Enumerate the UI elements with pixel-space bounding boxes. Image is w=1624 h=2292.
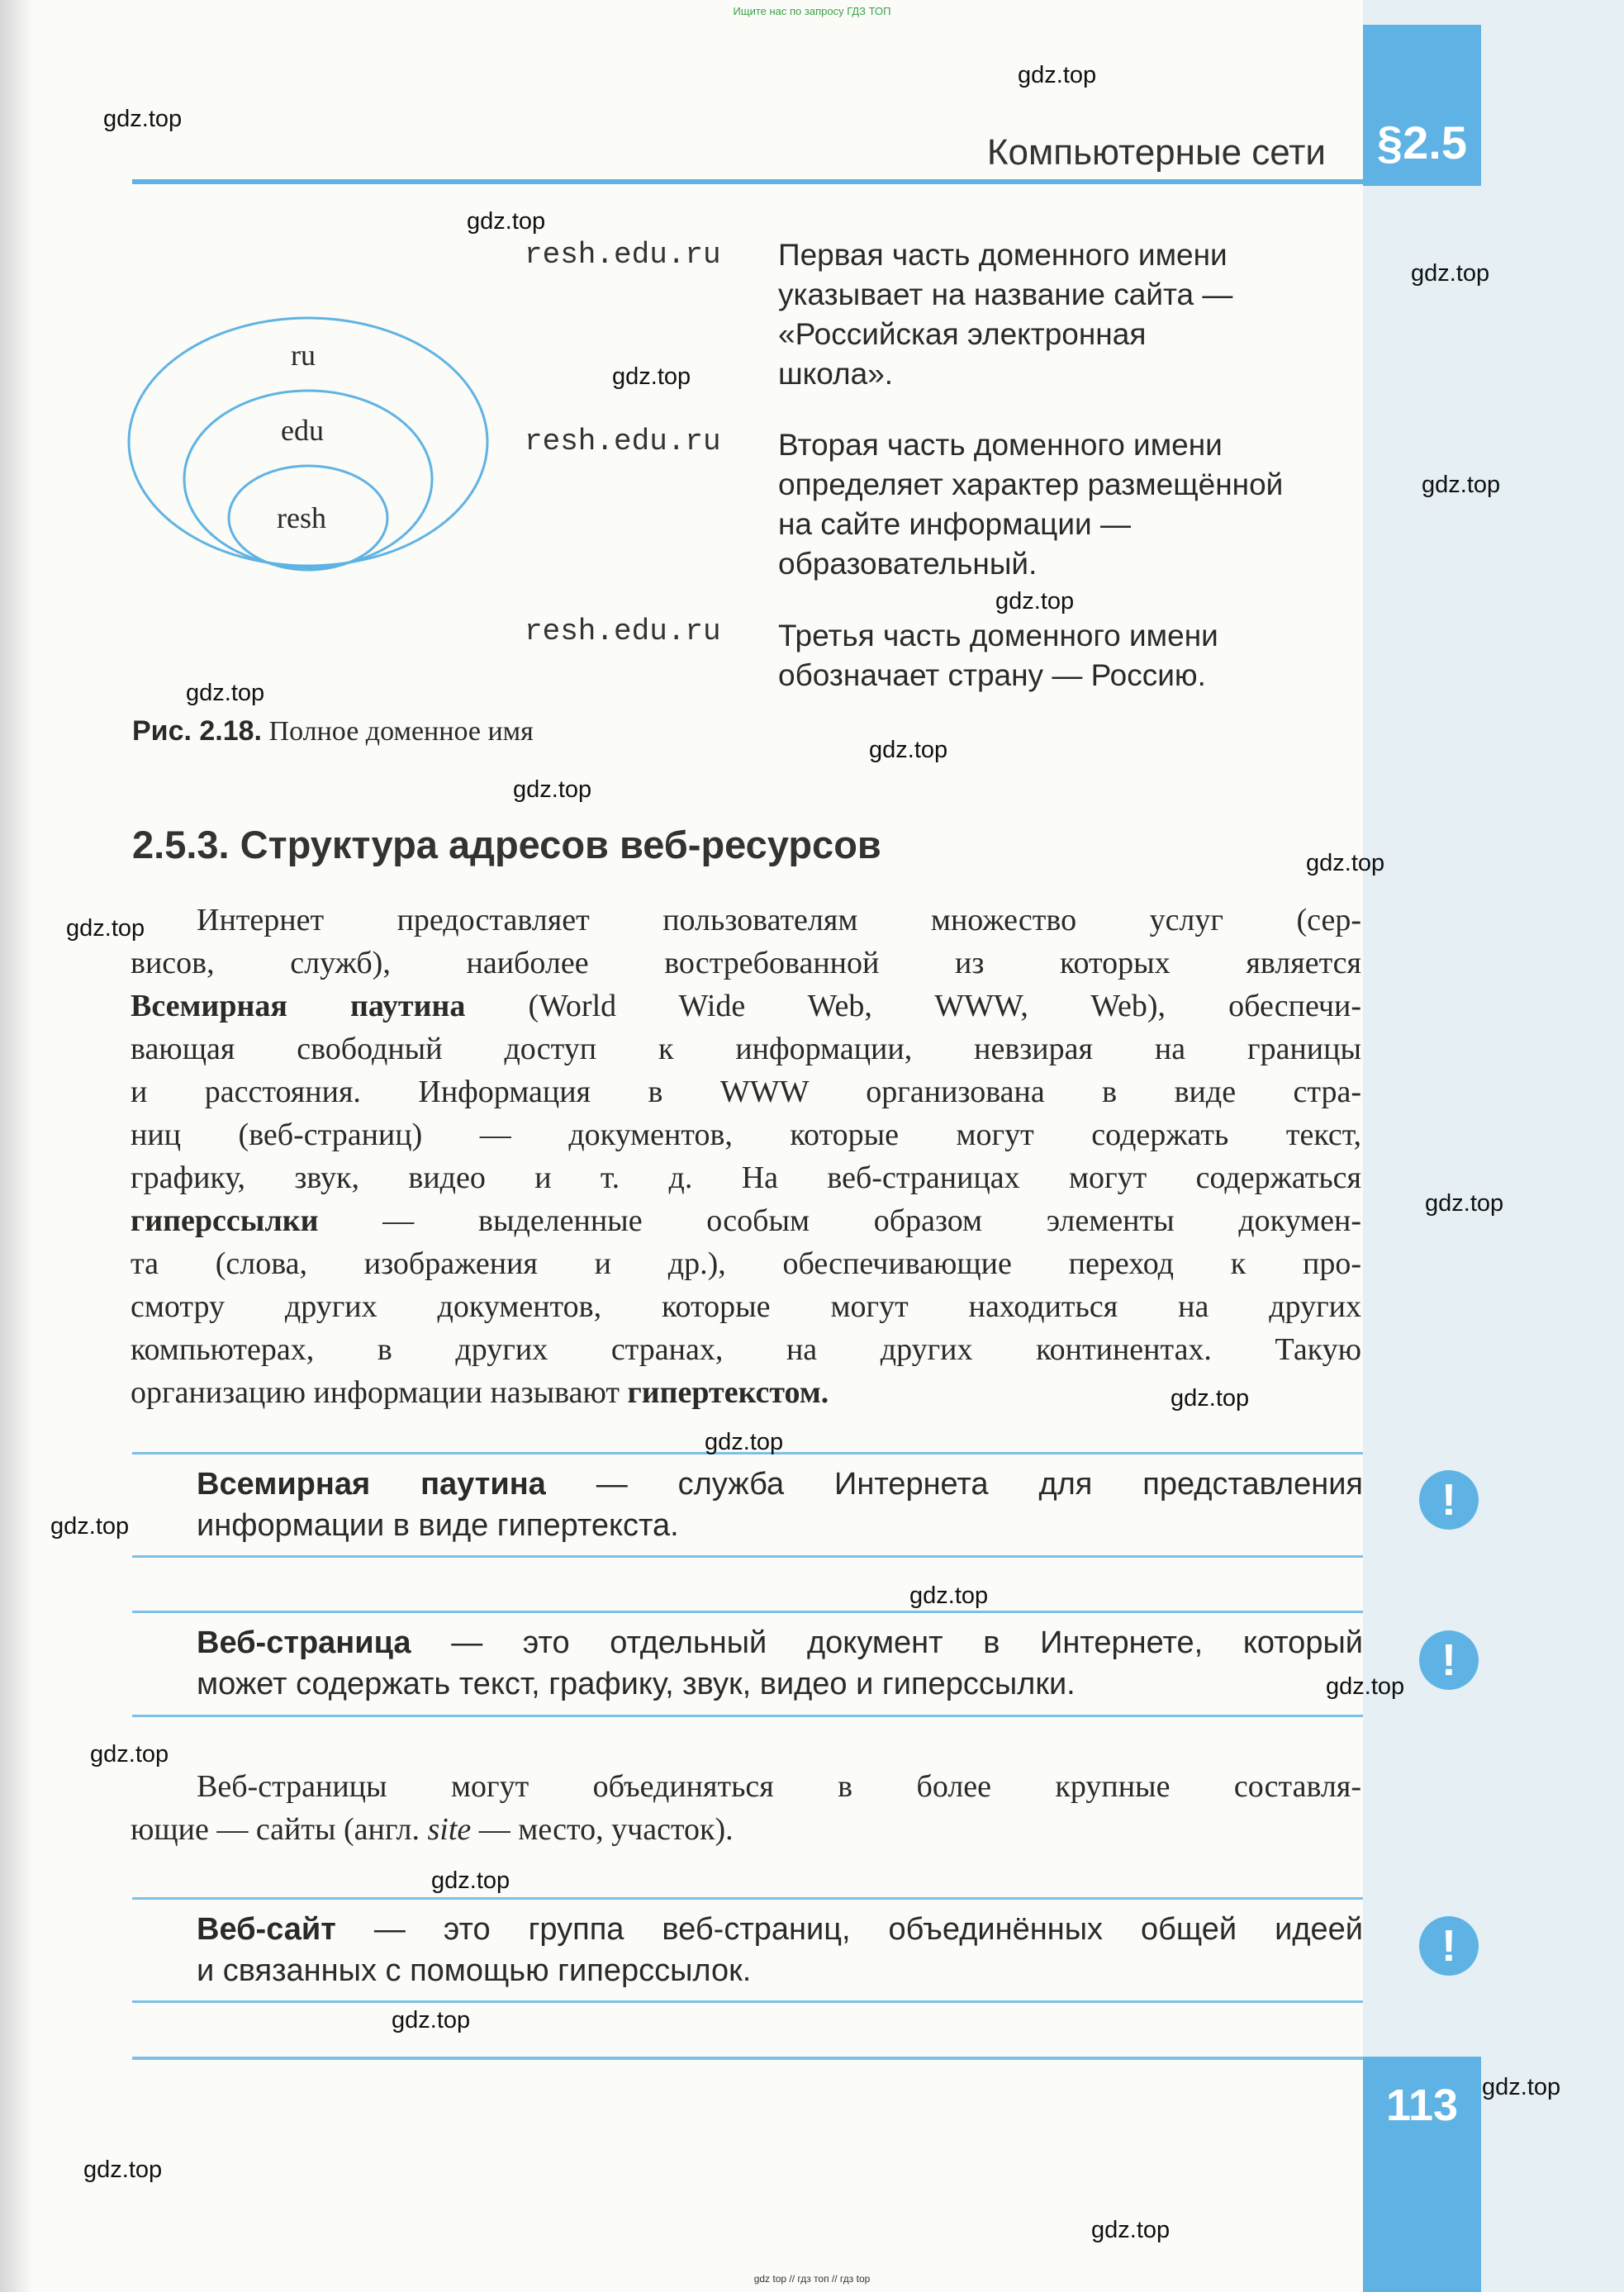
- watermark: gdz.top: [90, 1741, 169, 1768]
- text-line: вающая свободный доступ к информации, невзирая на границы: [131, 1032, 1361, 1066]
- page-gutter-shadow: [0, 0, 33, 2292]
- desc-line: указывает на название сайта —: [778, 278, 1233, 311]
- text-line: Интернет предоставляет пользователям множество услуг (сер-: [197, 903, 1361, 937]
- watermark: gdz.top: [50, 1513, 130, 1540]
- text-span: — это отдельный документ в Интернете, который: [411, 1625, 1363, 1660]
- exclamation-icon: [1419, 1470, 1479, 1530]
- watermark: gdz.top: [909, 1583, 989, 1609]
- exclamation-icon: [1419, 1916, 1479, 1976]
- term-bold: Всемирная паутина: [131, 989, 466, 1023]
- text-span: ющие — сайты (англ.: [131, 1812, 428, 1847]
- watermark: gdz.top: [1171, 1385, 1250, 1412]
- definition-1: [197, 1464, 1363, 1546]
- exclamation-icon: [1419, 1630, 1479, 1690]
- paragraph-1: [131, 899, 1361, 1414]
- desc-line: школа».: [778, 357, 894, 391]
- text-line: ниц (веб-страниц) — документов, которые могут содержать текст,: [131, 1118, 1361, 1152]
- ellipse-label-edu: edu: [281, 414, 324, 447]
- watermark: gdz.top: [431, 1867, 510, 1894]
- watermark: gdz.top: [66, 915, 145, 942]
- text-line: может содержать текст, графику, звук, видео и гиперссылки.: [197, 1667, 1076, 1701]
- term-bold: гиперссылки: [131, 1203, 319, 1238]
- figure-caption-label: Рис. 2.18.: [132, 715, 263, 747]
- text-line: и расстояния. Информация в WWW организована в виде стра-: [131, 1075, 1361, 1109]
- text-span: — это группа веб-страниц, объединённых общей идеей: [335, 1912, 1363, 1947]
- text-line: смотру других документов, которые могут находиться на других: [131, 1289, 1361, 1324]
- text-line: та (слова, изображения и др.), обеспечивающие переход к про-: [131, 1246, 1361, 1281]
- domain-desc-3: [778, 616, 1373, 695]
- watermark: gdz.top: [1018, 62, 1097, 88]
- domain-ellipses-figure: [124, 314, 520, 586]
- term-bold: Всемирная паутина: [197, 1467, 546, 1502]
- text-span: (World Wide Web, WWW, Web), обеспечи-: [465, 989, 1361, 1023]
- watermark: gdz.top: [995, 588, 1075, 615]
- definition-rule-bottom: [132, 1555, 1363, 1558]
- term-bold: гипертекстом.: [627, 1375, 829, 1410]
- text-line: [131, 985, 1361, 1027]
- text-span: — место, участок).: [471, 1812, 734, 1847]
- page-number: 113: [1385, 2081, 1459, 2130]
- text-line: [197, 1622, 1363, 1663]
- header-title: Компьютерные сети: [986, 132, 1326, 173]
- watermark: gdz.top: [1422, 472, 1501, 498]
- section-label: §2.5: [1377, 116, 1467, 168]
- text-span: — выделенные особым образом элементы докумен-: [318, 1203, 1361, 1238]
- watermark: gdz.top: [1091, 2217, 1171, 2243]
- exclamation-glyph: !: [1441, 1475, 1456, 1525]
- desc-line: образовательный.: [778, 547, 1038, 581]
- text-line: Веб-страницы могут объединяться в более крупные составля-: [197, 1769, 1361, 1804]
- watermark: gdz.top: [103, 106, 183, 132]
- desc-line: Вторая часть доменного имени: [778, 428, 1223, 462]
- exclamation-glyph: !: [1441, 1635, 1456, 1685]
- footer-rule: [132, 2057, 1363, 2060]
- watermark: gdz.top: [705, 1429, 784, 1455]
- text-line: [131, 1199, 1361, 1242]
- watermark: gdz.top: [83, 2157, 163, 2183]
- header-rule: [132, 179, 1363, 184]
- figure-caption-text: Полное доменное имя: [268, 716, 534, 747]
- watermark: gdz.top: [1482, 2074, 1561, 2100]
- paragraph-2: [131, 1765, 1361, 1851]
- desc-line: Первая часть доменного имени: [778, 238, 1227, 272]
- desc-line: Третья часть доменного имени: [778, 619, 1218, 652]
- term-bold: Веб-сайт: [197, 1912, 336, 1947]
- desc-line: обозначает страну — Россию.: [778, 658, 1206, 692]
- text-span: организацию информации называют: [131, 1375, 628, 1410]
- domain-label-2: resh.edu.ru: [525, 425, 721, 458]
- term-bold: Веб-страница: [197, 1625, 411, 1660]
- watermark: gdz.top: [392, 2007, 471, 2033]
- desc-line: на сайте информации —: [778, 507, 1131, 541]
- text-line: и связанных с помощью гиперссылок.: [197, 1953, 752, 1988]
- text-line: висов, служб), наиболее востребованной из которых является: [131, 946, 1361, 980]
- text-line: компьютерах, в других странах, на других континентах. Такую: [131, 1332, 1361, 1367]
- definition-2: [197, 1622, 1363, 1705]
- text-line: [197, 1909, 1363, 1950]
- domain-desc-1: [778, 235, 1373, 394]
- watermark: gdz.top: [467, 208, 546, 235]
- bottom-note: gdz top // гдз топ // гдз top: [753, 2273, 871, 2285]
- watermark: gdz.top: [869, 737, 948, 763]
- watermark: gdz.top: [612, 363, 691, 390]
- section-heading: 2.5.3. Структура адресов веб-ресурсов: [132, 823, 881, 866]
- domain-label-1: resh.edu.ru: [525, 238, 721, 272]
- text-line: информации в виде гипертекста.: [197, 1508, 679, 1543]
- ellipse-label-ru: ru: [291, 339, 316, 372]
- term-italic: site: [427, 1812, 472, 1847]
- text-line: [197, 1464, 1363, 1505]
- watermark: gdz.top: [1326, 1673, 1405, 1700]
- watermark: gdz.top: [1425, 1190, 1504, 1217]
- desc-line: определяет характер размещённой: [778, 467, 1284, 501]
- watermark: gdz.top: [1411, 260, 1490, 287]
- ellipse-label-resh: resh: [277, 501, 326, 534]
- definition-rule-bottom: [132, 2000, 1363, 2003]
- definition-rule-top: [132, 1897, 1363, 1900]
- watermark: gdz.top: [1306, 850, 1385, 876]
- watermark: gdz.top: [513, 776, 592, 803]
- right-margin-band: [1363, 0, 1624, 2292]
- desc-line: «Российская электронная: [778, 317, 1147, 351]
- definition-rule-bottom: [132, 1715, 1363, 1717]
- figure-caption: [132, 715, 534, 747]
- text-span: — служба Интернета для представления: [545, 1467, 1363, 1502]
- domain-label-3: resh.edu.ru: [525, 615, 721, 648]
- exclamation-glyph: !: [1441, 1921, 1456, 1971]
- definition-rule-top: [132, 1611, 1363, 1613]
- text-line: графику, звук, видео и т. д. На веб-страницах могут содержаться: [131, 1160, 1361, 1195]
- top-note: Ищите нас по запросу ГДЗ ТОП: [733, 5, 891, 17]
- text-line: [131, 1808, 1361, 1851]
- watermark: gdz.top: [186, 680, 265, 706]
- domain-desc-2: [778, 425, 1373, 584]
- definition-3: [197, 1909, 1363, 1991]
